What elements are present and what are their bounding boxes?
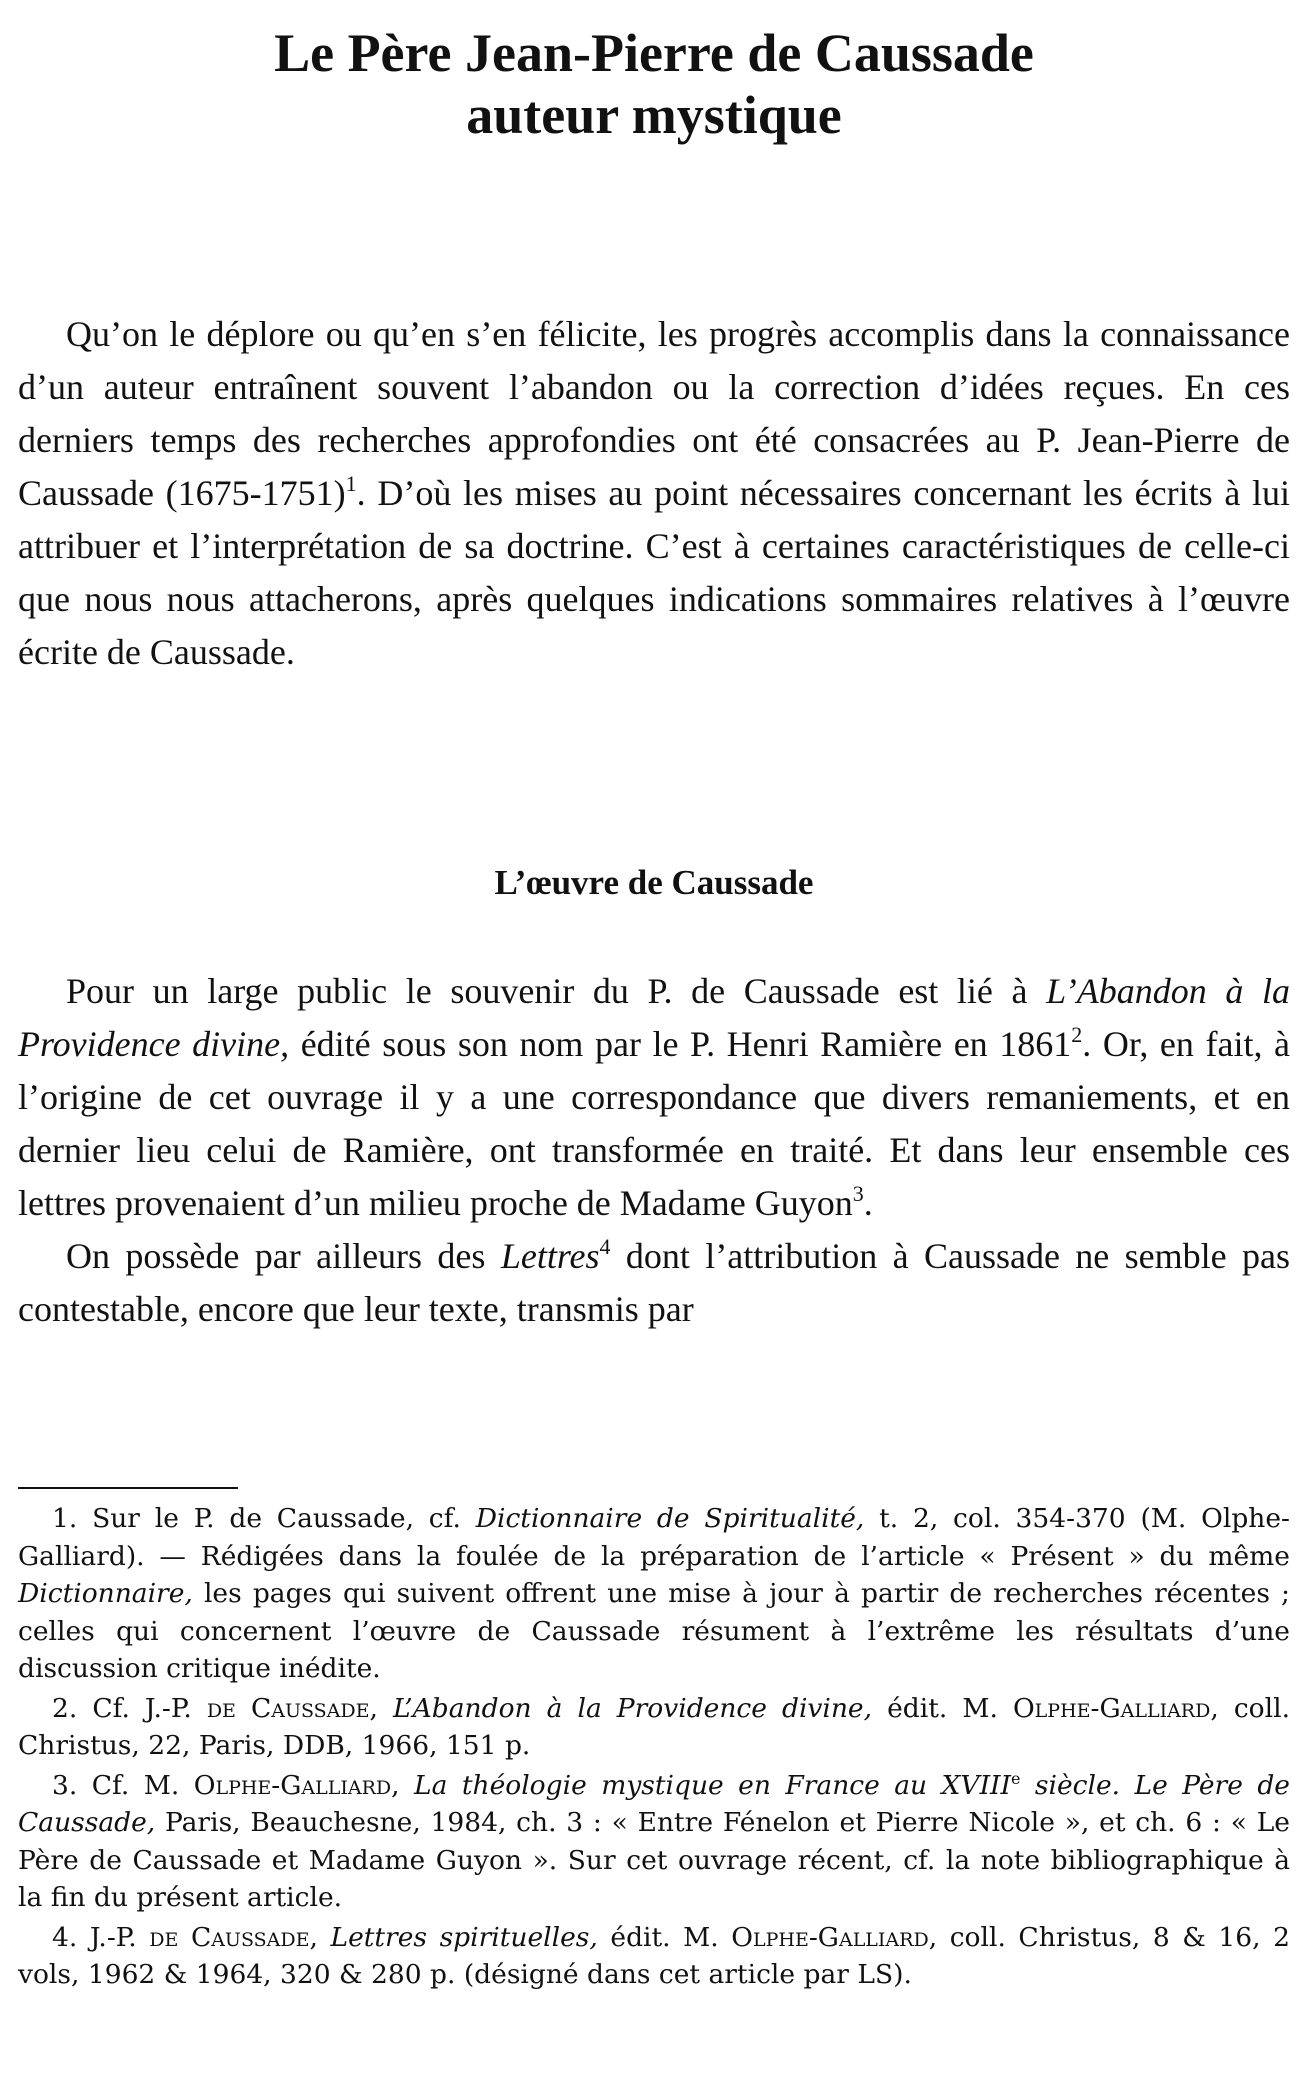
book-title: L’Abandon à la Providence divine, <box>18 971 1290 1064</box>
section-body <box>18 965 1290 1336</box>
section-paragraph-1 <box>18 965 1290 1230</box>
footnote-1 <box>18 1500 1290 1688</box>
section-heading: L’œuvre de Caussade <box>494 863 814 902</box>
footnote-ref-2[interactable]: 2 <box>1071 1022 1083 1047</box>
footnote-title: La théologie mystique en France au XVIII <box>399 1769 1011 1801</box>
footnote-title: L’Abandon à la Providence divine, <box>377 1692 873 1724</box>
footnote-title: siècle. Le Père de Caussade, <box>18 1769 1290 1838</box>
footnote-editor: Olphe-Galliard, <box>731 1921 938 1953</box>
intro-paragraph <box>18 308 1290 679</box>
section-text: Pour un large public le souvenir du P. de Caussade est lié à <box>66 971 1047 1011</box>
footnote-author: de Caussade, <box>149 1921 318 1953</box>
footnote-text: 1. Sur le P. de Caussade, cf. <box>52 1503 476 1534</box>
footnote-author: de Caussade, <box>206 1692 378 1724</box>
article-title <box>18 22 1290 146</box>
footnote-author: Olphe-Galliard, <box>193 1769 400 1801</box>
footnote-title: Dictionnaire de Spiritualité, <box>475 1503 865 1534</box>
footnote-text: coll. Christus, 8 & 16, 2 vols, 1962 & 1964, 320 & 280 p. (désigné dans cet article par LS). <box>18 1921 1290 1990</box>
article-title-line-2: auteur mystique <box>466 85 842 145</box>
intro-text-b: . D’où les mises au point nécessaires concernant les écrits à lui attribuer et l’interprétation de sa doctrine. C’est à certaines caractéristiques de celle-ci que nous nous attacherons, après quelques indications sommaires relatives à l’œuvre écrite de Caussade. <box>18 473 1290 672</box>
footnote-editor: Olphe-Galliard, <box>1012 1692 1219 1724</box>
footnote-2 <box>18 1690 1290 1765</box>
footnote-text: édit. M. <box>597 1921 732 1953</box>
superscript-e: e <box>1010 1768 1021 1788</box>
section-text: édité sous son nom par le P. Henri Ramière en 1861 <box>289 1024 1072 1064</box>
footnotes <box>18 1500 1290 1996</box>
book-title: Lettres <box>500 1236 600 1276</box>
section-text: . Or, en fait, à l’origine de cet ouvrage il y a une correspondance que divers remaniements, et en dernier lieu celui de Ramière, ont transformée en traité. Et dans leur ensemble ces lettres provenaient d’un milieu proche de Madame Guyon <box>18 1024 1290 1223</box>
footnote-divider <box>18 1487 238 1489</box>
intro-text-a: Qu’on le déplore ou qu’en s’en félicite, les progrès accomplis dans la connaissance d’un auteur entraînent souvent l’abandon ou la correction d’idées reçues. En ces derniers temps des recherches approfondies ont été consacrées au P. Jean-Pierre de Caussade (1675-1751) <box>18 314 1290 513</box>
footnote-title: Lettres spirituelles, <box>317 1921 598 1953</box>
footnote-text: 4. J.-P. <box>52 1921 150 1953</box>
footnote-ref-4[interactable]: 4 <box>599 1234 611 1259</box>
footnote-3 <box>18 1767 1290 1917</box>
footnote-ref-1[interactable]: 1 <box>345 471 357 496</box>
footnote-text: édit. M. <box>872 1692 1013 1724</box>
footnote-text: coll. Christus, 22, Paris, DDB, 1966, 151 p. <box>18 1692 1290 1761</box>
footnote-ref-3[interactable]: 3 <box>852 1181 864 1206</box>
section-paragraph-2 <box>18 1230 1290 1336</box>
footnote-text: t. 2, col. 354-370 (M. Olphe-Galliard). — Rédigées dans la foulée de la préparation de l’article « Présent » du même <box>18 1503 1290 1572</box>
article-title-line-1: Le Père Jean-Pierre de Caussade <box>274 23 1034 83</box>
footnote-4 <box>18 1919 1290 1994</box>
footnote-text: 2. Cf. J.-P. <box>52 1692 207 1724</box>
footnote-title: Dictionnaire, <box>18 1578 193 1609</box>
footnote-text: les pages qui suivent offrent une mise à jour à partir de recherches récentes ; celles qui concernent l’œuvre de Caussade résument à l’extrême les résultats d’une discussion critique inédite. <box>18 1578 1290 1684</box>
section-text: dont l’attribution à Caussade ne semble pas contestable, encore que leur texte, transmis par <box>18 1236 1291 1329</box>
section-text: On possède par ailleurs des <box>66 1236 501 1276</box>
section-text: . <box>863 1183 873 1223</box>
footnote-text: 3. Cf. M. <box>52 1769 194 1801</box>
footnote-text: Paris, Beauchesne, 1984, ch. 3 : « Entre Fénelon et Pierre Nicole », et ch. 6 : « Le Père de Caussade et Madame Guyon ». Sur cet ouvrage récent, cf. la note bibliographique à la fin du présent article. <box>18 1807 1290 1913</box>
